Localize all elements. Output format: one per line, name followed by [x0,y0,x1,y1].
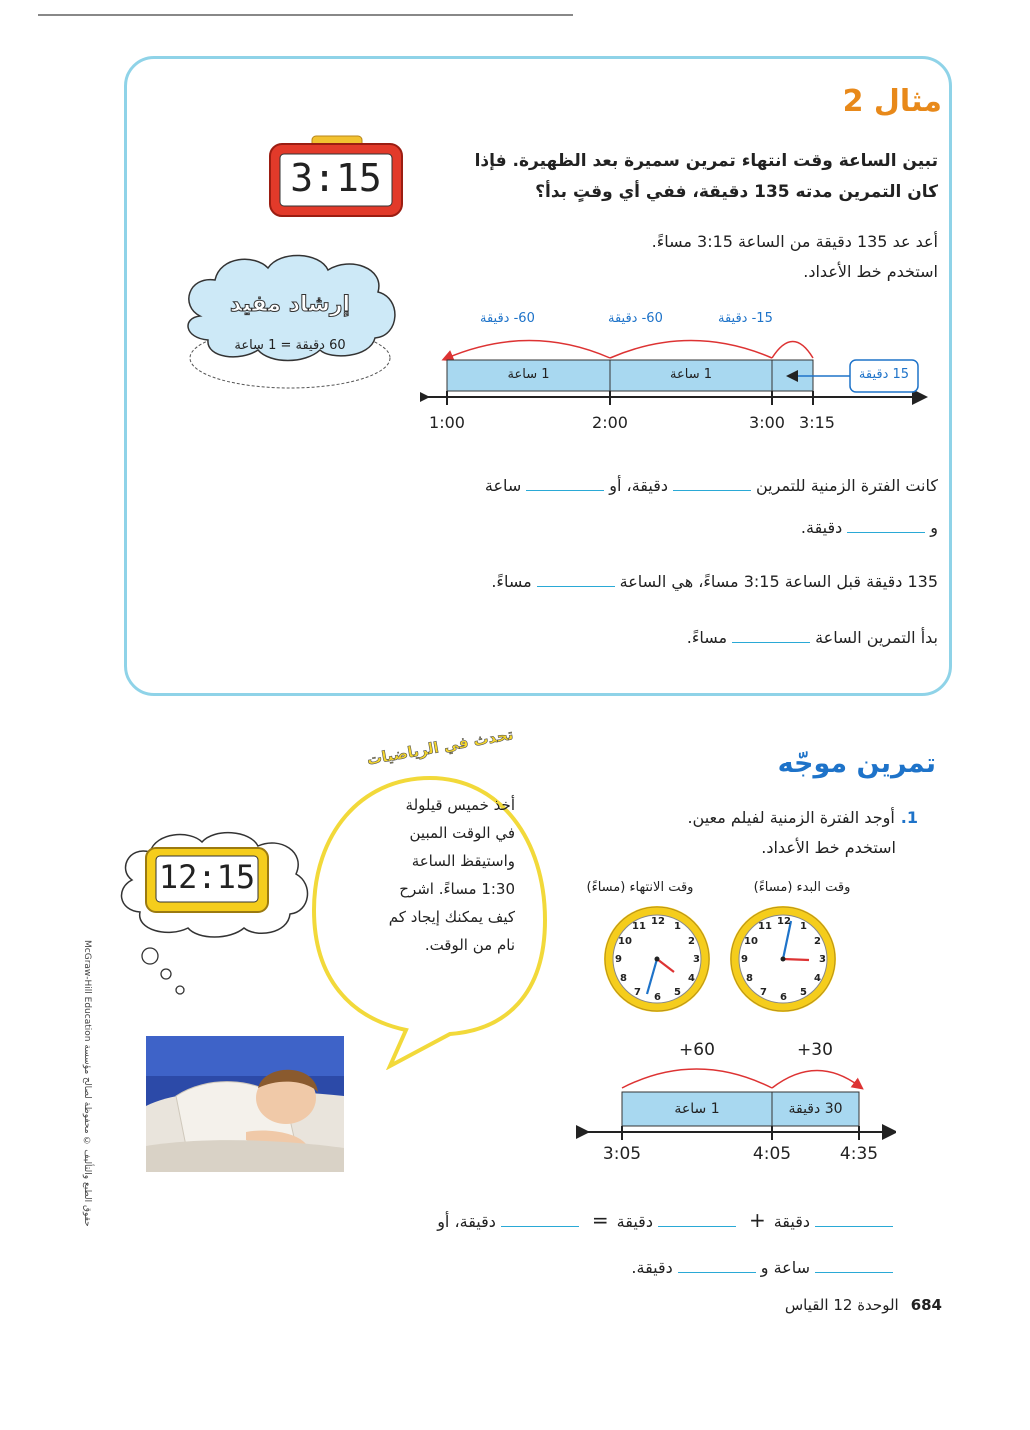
talk-line-2: في الوقت المبين [409,824,515,842]
start-n4: 4 [814,973,821,984]
blank-hours[interactable] [526,476,604,491]
eq-blank-3[interactable] [501,1212,579,1227]
dream-clock-display: 12:15 [158,858,256,896]
talk-line-6: نام من الوقت. [424,936,515,954]
end-n7: 7 [634,987,641,998]
start-n12: 12 [777,916,791,927]
end-n6: 6 [654,992,661,1003]
start-n11: 11 [758,921,772,932]
talk-line-4: 1:30 مساءً. اشرح [399,880,515,898]
guided-number-line [576,1036,896,1166]
answer-line-2: 135 دقيقة قبل الساعة 3:15 مساءً، هي الساعةمساءً. [491,572,938,591]
g-segment-label-1: 1 ساعة [674,1101,720,1117]
g-tick-label-1: 3:05 [602,1144,642,1164]
start-n5: 5 [800,987,807,998]
answer-line-1b: ودقيقة. [800,518,938,537]
dream-cloud [110,820,320,1004]
start-n2: 2 [814,936,821,947]
segment-label-2: 1 ساعة [670,367,712,382]
start-n6: 6 [780,992,787,1003]
end-n4: 4 [688,973,695,984]
blank-time[interactable] [537,572,615,587]
g-tick-label-2: 4:05 [752,1144,792,1164]
callout-label: 15 دقيقة [858,367,910,382]
answer-line-3: بدأ التمرين الساعةمساءً. [686,628,938,647]
instruction-2: استخدم خط الأعداد. [803,262,938,281]
start-n10: 10 [744,936,758,947]
g-segment-label-2: 30 دقيقة [788,1101,843,1117]
end-n8: 8 [620,973,627,984]
eq-blank-1[interactable] [815,1212,893,1227]
hop-arrow-1 [447,341,610,359]
tip-cloud [170,246,410,400]
talk-bubble [300,725,560,1074]
start-n1: 1 [800,921,807,932]
guided-title: تمرين موجّه [777,748,936,779]
example-number-line [420,305,930,445]
hop-label-3: 15- دقيقة [718,311,773,326]
instruction-1: أعد عد 135 دقيقة من الساعة 3:15 مساءً. [651,232,938,251]
talk-line-3: واستيقظ الساعة [411,852,515,870]
alarm-clock-icon [268,134,404,224]
example-title: مثال 2 [842,84,942,119]
start-label: وقت البدء (مساءً) [753,880,851,895]
equation-line-1: دقيقة+دقيقة=دقيقة، أو [278,1208,898,1232]
sleeping-boy-photo [146,1036,344,1176]
end-n9: 9 [615,954,622,965]
end-n2: 2 [688,936,695,947]
eq-blank-hours[interactable] [815,1258,893,1273]
talk-line-5: كيف يمكنك إيجاد كم [388,908,515,926]
hop-label-1: 60- دقيقة [480,311,535,326]
side-credit: McGraw-Hill Education حقوق الطبع والتأليف © محفوظة لصالح مؤسسة [82,940,92,1227]
tip-text: 60 دقيقة = 1 ساعة [234,338,346,353]
footer [785,1296,942,1314]
eq-blank-minutes[interactable] [678,1258,756,1273]
hop-arrow-2 [610,341,772,359]
end-label: وقت الانتهاء (مساءً) [586,880,694,895]
tick-label-3: 3:00 [749,413,785,432]
tip-title: إرشاد مفيد [229,292,351,317]
start-n8: 8 [746,973,753,984]
end-n1: 1 [674,921,681,932]
page-number: 684 [910,1296,942,1314]
eq-blank-2[interactable] [658,1212,736,1227]
q1-line-1: 1.أوجد الفترة الزمنية لفيلم معين. [687,808,918,827]
start-n3: 3 [819,954,826,965]
tick-label-4: 3:15 [799,413,835,432]
q1-line-2: استخدم خط الأعداد. [761,838,896,857]
dream-clock-icon [144,844,270,920]
end-n10: 10 [618,936,632,947]
tick-label-2: 2:00 [592,413,628,432]
q1-number: 1. [900,808,918,827]
start-clock [730,906,836,1012]
g-hop-label-1: +60 [679,1040,715,1060]
g-hop-label-2: +30 [797,1040,833,1060]
end-n5: 5 [674,987,681,998]
g-tick-label-3: 4:35 [839,1144,879,1164]
alarm-clock-display: 3:15 [290,156,382,200]
hop-arrow-3 [772,342,813,359]
end-clock [604,906,710,1012]
blank-start-time[interactable] [732,628,810,643]
hop-label-2: 60- دقيقة [608,311,663,326]
end-n12: 12 [651,916,665,927]
problem-text: تبين الساعة وقت انتهاء تمرين سميرة بعد الظهيرة. فإذا كان التمرين مدته 135 دقيقة، ففي أي وقتٍ بدأ؟ [474,151,938,202]
start-n7: 7 [760,987,767,998]
top-rule [38,14,573,16]
segment-label-1: 1 ساعة [507,367,550,382]
talk-title: تحدث في الرياضيات [365,725,515,769]
g-hop-arrow-1 [622,1069,772,1088]
equation-line-2: ساعة ودقيقة. [278,1258,898,1277]
tick-label-1: 1:00 [429,413,465,432]
start-n9: 9 [741,954,748,965]
talk-line-1: أخذ خميس قيلولة [405,796,515,814]
unit-label: الوحدة 12 القياس [784,1296,899,1314]
blank-rest-minutes[interactable] [847,518,925,533]
end-n3: 3 [693,954,700,965]
answer-line-1: كانت الفترة الزمنية للتمريندقيقة، أوساعة [484,476,938,495]
blank-minutes[interactable] [673,476,751,491]
g-hop-arrow-2 [772,1070,859,1088]
end-n11: 11 [632,921,646,932]
